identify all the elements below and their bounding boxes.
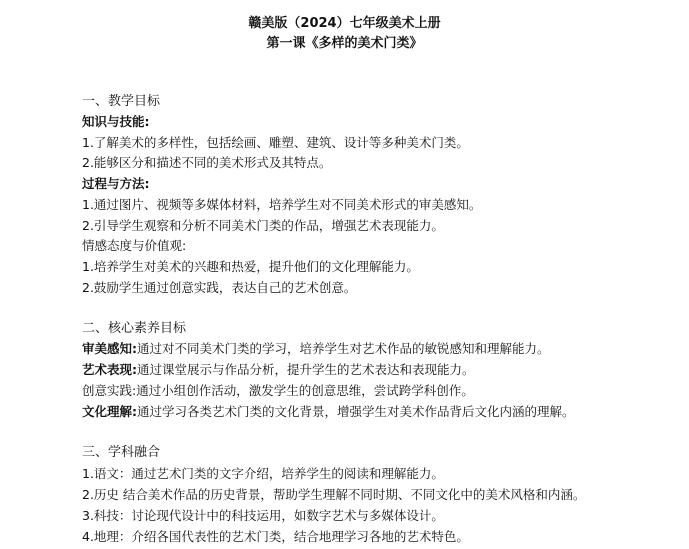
- section-heading-integration: 三、学科融合: [82, 445, 161, 460]
- subheading-emotion: 情感态度与价值观:: [82, 238, 187, 253]
- list-item: 1.通过图片、视频等多媒体材料，培养学生对不同美术形式的审美感知。: [82, 197, 482, 212]
- literacy-text: 通过课堂展示与作品分析，提升学生的艺术表达和表现能力。: [137, 362, 475, 377]
- list-item: 2.鼓励学生通过创意实践，表达自己的艺术创意。: [82, 280, 357, 295]
- document-title: 赣美版（2024）七年级美术上册: [248, 16, 441, 31]
- list-item: 3.科技：讨论现代设计中的科技运用，如数字艺术与多媒体设计。: [82, 508, 444, 523]
- list-item: 1.语文：通过艺术门类的文字介绍，培养学生的阅读和理解能力。: [82, 466, 444, 481]
- literacy-item: [82, 362, 475, 378]
- literacy-term: 艺术表现:: [82, 362, 137, 377]
- list-item: 1.了解美术的多样性，包括绘画、雕塑、建筑、设计等多种美术门类。: [82, 135, 469, 150]
- literacy-text: 通过小组创作活动，激发学生的创意思维，尝试跨学科创作。: [136, 383, 474, 398]
- subheading-knowledge: 知识与技能:: [82, 114, 150, 129]
- list-item: 2.能够区分和描述不同的美术形式及其特点。: [82, 155, 332, 170]
- literacy-text: 通过学习各类艺术门类的文化背景，增强学生对美术作品背后文化内涵的理解。: [137, 404, 575, 419]
- literacy-item: [82, 341, 550, 357]
- literacy-term: 创意实践:: [82, 383, 137, 398]
- section-heading-core-literacy: 二、核心素养目标: [82, 321, 187, 336]
- literacy-item: [82, 404, 575, 420]
- list-item: 2.历史 结合美术作品的历史背景，帮助学生理解不同时期、不同文化中的美术风格和内涵。: [82, 487, 586, 502]
- literacy-text: 通过对不同美术门类的学习，培养学生对艺术作品的敏锐感知和理解能力。: [137, 341, 550, 356]
- list-item: 2.引导学生观察和分析不同美术门类的作品，增强艺术表现能力。: [82, 218, 444, 233]
- section-heading-teaching-goals: 一、教学目标: [82, 94, 161, 109]
- lesson-title: 第一课《多样的美术门类》: [266, 36, 423, 51]
- list-item: 4.地理：介绍各国代表性的艺术门类，结合地理学习各地的艺术特色。: [82, 529, 469, 544]
- literacy-term: 文化理解:: [82, 404, 137, 419]
- list-item: 1.培养学生对美术的兴趣和热爱，提升他们的文化理解能力。: [82, 259, 419, 274]
- literacy-term: 审美感知:: [82, 341, 137, 356]
- literacy-item: [82, 383, 474, 399]
- subheading-process: 过程与方法:: [82, 176, 150, 191]
